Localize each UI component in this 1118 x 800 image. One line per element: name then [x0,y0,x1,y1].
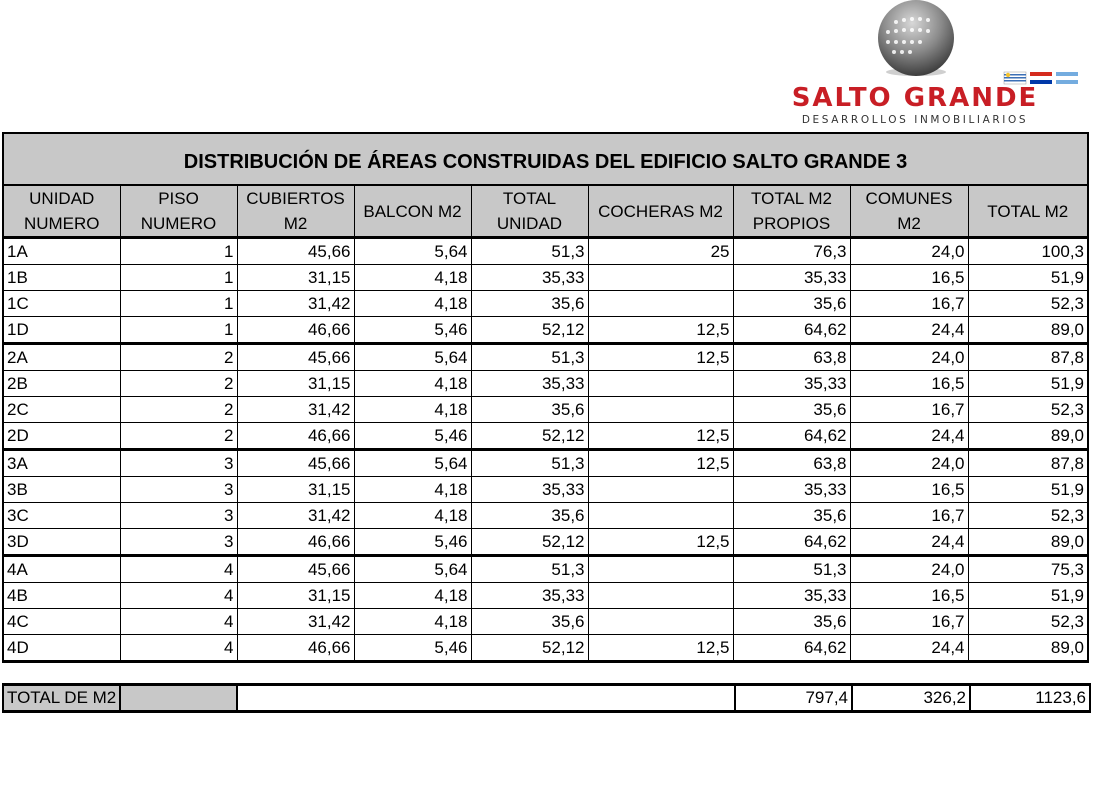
value-cell: 35,6 [733,609,850,635]
value-cell: 45,66 [237,450,354,477]
value-cell [588,556,733,583]
value-cell: 31,42 [237,397,354,423]
value-cell: 1 [120,291,237,317]
value-cell: 46,66 [237,317,354,344]
table-row [3,423,1088,450]
value-cell: 52,12 [471,423,588,450]
value-cell: 24,4 [850,529,968,556]
unit-cell: 2A [3,344,120,371]
column-header-text: TOTAL [502,189,557,208]
value-cell: 52,3 [968,291,1088,317]
value-cell: 35,33 [733,371,850,397]
value-cell: 31,15 [237,265,354,291]
value-cell: 2 [120,344,237,371]
value-cell: 24,4 [850,423,968,450]
value-cell: 87,8 [968,344,1088,371]
column-header [968,185,1088,238]
value-cell: 51,9 [968,371,1088,397]
value-cell [588,371,733,397]
unit-cell: 4C [3,609,120,635]
value-cell [588,583,733,609]
value-cell: 63,8 [733,450,850,477]
value-cell: 31,15 [237,583,354,609]
column-header-text: NUMERO [23,214,100,233]
table-row [3,609,1088,635]
value-cell: 51,9 [968,583,1088,609]
column-header-text: CUBIERTOS [246,189,345,208]
value-cell: 35,33 [471,477,588,503]
column-header [850,185,968,238]
value-cell: 63,8 [733,344,850,371]
unit-cell: 1A [3,238,120,265]
value-cell: 46,66 [237,635,354,662]
value-cell: 75,3 [968,556,1088,583]
column-header-text: UNIDAD [29,189,95,208]
value-cell [588,609,733,635]
value-cell: 35,6 [733,397,850,423]
value-cell [588,265,733,291]
value-cell: 64,62 [733,423,850,450]
column-header [237,185,354,238]
value-cell: 4 [120,556,237,583]
value-cell: 4,18 [354,503,471,529]
value-cell: 31,15 [237,477,354,503]
value-cell: 1 [120,317,237,344]
value-cell: 12,5 [588,635,733,662]
brand-subtitle: DESARROLLOS INMOBILIARIOS [801,114,1029,126]
brand-name: SALTO GRANDE [791,83,1039,113]
table-row [3,450,1088,477]
table-row [3,529,1088,556]
column-header [733,185,850,238]
value-cell: 46,66 [237,423,354,450]
value-cell: 2 [120,397,237,423]
value-cell: 12,5 [588,317,733,344]
column-header [471,185,588,238]
value-cell: 35,33 [733,265,850,291]
value-cell: 35,6 [733,503,850,529]
value-cell: 35,33 [471,371,588,397]
value-cell: 16,5 [850,371,968,397]
unit-cell: 3D [3,529,120,556]
value-cell: 5,46 [354,423,471,450]
value-cell: 35,6 [471,291,588,317]
value-cell: 16,7 [850,609,968,635]
value-cell: 4,18 [354,583,471,609]
value-cell: 12,5 [588,450,733,477]
value-cell: 24,0 [850,238,968,265]
value-cell: 4 [120,609,237,635]
value-cell: 64,62 [733,635,850,662]
table-row [3,265,1088,291]
column-header-text: COMUNES [865,189,953,208]
value-cell: 25 [588,238,733,265]
table-row [3,583,1088,609]
value-cell: 35,6 [471,503,588,529]
column-header [588,185,733,238]
value-cell: 24,4 [850,635,968,662]
header-row [3,185,1088,238]
column-header-text: PROPIOS [752,214,831,233]
areas-table [2,132,1089,663]
value-cell: 12,5 [588,529,733,556]
column-header-text: PISO [158,189,199,208]
value-cell: 51,9 [968,477,1088,503]
value-cell: 31,42 [237,503,354,529]
company-logo [748,0,1088,128]
column-header-text: COCHERAS M2 [598,201,723,221]
value-cell: 52,12 [471,317,588,344]
value-cell: 89,0 [968,317,1088,344]
value-cell: 4,18 [354,477,471,503]
value-cell: 35,6 [471,609,588,635]
value-cell: 1 [120,265,237,291]
totals-label: TOTAL DE M2 [3,685,120,712]
value-cell: 52,3 [968,609,1088,635]
unit-cell: 4A [3,556,120,583]
value-cell: 31,15 [237,371,354,397]
value-cell: 87,8 [968,450,1088,477]
value-cell: 45,66 [237,238,354,265]
value-cell: 4,18 [354,371,471,397]
value-cell: 4,18 [354,397,471,423]
unit-cell: 2D [3,423,120,450]
unit-cell: 3C [3,503,120,529]
value-cell: 51,3 [471,344,588,371]
value-cell: 51,3 [471,238,588,265]
table-row [3,477,1088,503]
value-cell [588,397,733,423]
value-cell: 52,12 [471,529,588,556]
value-cell: 4 [120,583,237,609]
unit-cell: 4D [3,635,120,662]
value-cell: 4,18 [354,291,471,317]
value-cell: 2 [120,371,237,397]
value-cell: 2 [120,423,237,450]
column-header-text: NUMERO [140,214,217,233]
value-cell: 35,33 [471,583,588,609]
value-cell: 52,12 [471,635,588,662]
column-header-text: M2 [897,214,921,233]
value-cell [588,477,733,503]
unit-cell: 2B [3,371,120,397]
totals-row [3,685,1090,712]
value-cell [588,291,733,317]
value-cell: 5,64 [354,238,471,265]
value-cell: 35,6 [733,291,850,317]
table-row [3,238,1088,265]
unit-cell: 1D [3,317,120,344]
value-cell: 89,0 [968,635,1088,662]
value-cell: 35,33 [471,265,588,291]
column-header-text: TOTAL M2 [987,201,1069,221]
table-row [3,344,1088,371]
value-cell: 76,3 [733,238,850,265]
table-row [3,635,1088,662]
value-cell: 35,6 [471,397,588,423]
column-header [354,185,471,238]
value-cell: 64,62 [733,317,850,344]
value-cell: 35,33 [733,583,850,609]
value-cell: 89,0 [968,529,1088,556]
total-comunes: 326,2 [852,685,970,712]
value-cell: 5,46 [354,529,471,556]
table-row [3,317,1088,344]
table-row [3,371,1088,397]
value-cell [588,503,733,529]
value-cell: 89,0 [968,423,1088,450]
unit-cell: 1C [3,291,120,317]
column-header-text: UNIDAD [496,214,563,233]
value-cell: 3 [120,529,237,556]
total-propios: 797,4 [735,685,852,712]
value-cell: 52,3 [968,397,1088,423]
value-cell: 51,3 [471,450,588,477]
value-cell: 31,42 [237,609,354,635]
value-cell: 5,46 [354,317,471,344]
column-header-text: BALCON M2 [363,201,462,221]
value-cell: 16,5 [850,265,968,291]
unit-cell: 3A [3,450,120,477]
totals-empty-cell [237,685,735,712]
value-cell: 46,66 [237,529,354,556]
value-cell: 16,5 [850,477,968,503]
value-cell: 16,7 [850,397,968,423]
value-cell: 16,7 [850,291,968,317]
value-cell: 16,5 [850,583,968,609]
value-cell: 52,3 [968,503,1088,529]
unit-cell: 2C [3,397,120,423]
value-cell: 4,18 [354,609,471,635]
value-cell: 5,64 [354,556,471,583]
value-cell: 51,9 [968,265,1088,291]
value-cell: 24,0 [850,344,968,371]
total-m2: 1123,6 [970,685,1090,712]
unit-cell: 4B [3,583,120,609]
value-cell: 24,0 [850,450,968,477]
column-header [3,185,120,238]
unit-cell: 1B [3,265,120,291]
value-cell: 5,46 [354,635,471,662]
value-cell: 4,18 [354,265,471,291]
value-cell: 51,3 [733,556,850,583]
value-cell: 3 [120,450,237,477]
totals-table [2,683,1091,713]
value-cell: 4 [120,635,237,662]
value-cell: 1 [120,238,237,265]
column-header-text: M2 [283,214,308,233]
table-row [3,503,1088,529]
value-cell: 45,66 [237,344,354,371]
table-row [3,291,1088,317]
value-cell: 24,4 [850,317,968,344]
value-cell: 100,3 [968,238,1088,265]
value-cell: 5,64 [354,450,471,477]
value-cell: 35,33 [733,477,850,503]
value-cell: 5,64 [354,344,471,371]
table-row [3,397,1088,423]
value-cell: 3 [120,477,237,503]
value-cell: 45,66 [237,556,354,583]
table-row [3,556,1088,583]
table-title: DISTRIBUCIÓN DE ÁREAS CONSTRUIDAS DEL EDIFICIO SALTO GRANDE 3 [3,133,1088,185]
totals-empty-cell [120,685,237,712]
unit-cell: 3B [3,477,120,503]
value-cell: 3 [120,503,237,529]
value-cell: 64,62 [733,529,850,556]
column-header-text: TOTAL M2 [751,189,832,208]
value-cell: 51,3 [471,556,588,583]
value-cell: 12,5 [588,423,733,450]
value-cell: 16,7 [850,503,968,529]
value-cell: 31,42 [237,291,354,317]
value-cell: 24,0 [850,556,968,583]
column-header [120,185,237,238]
value-cell: 12,5 [588,344,733,371]
